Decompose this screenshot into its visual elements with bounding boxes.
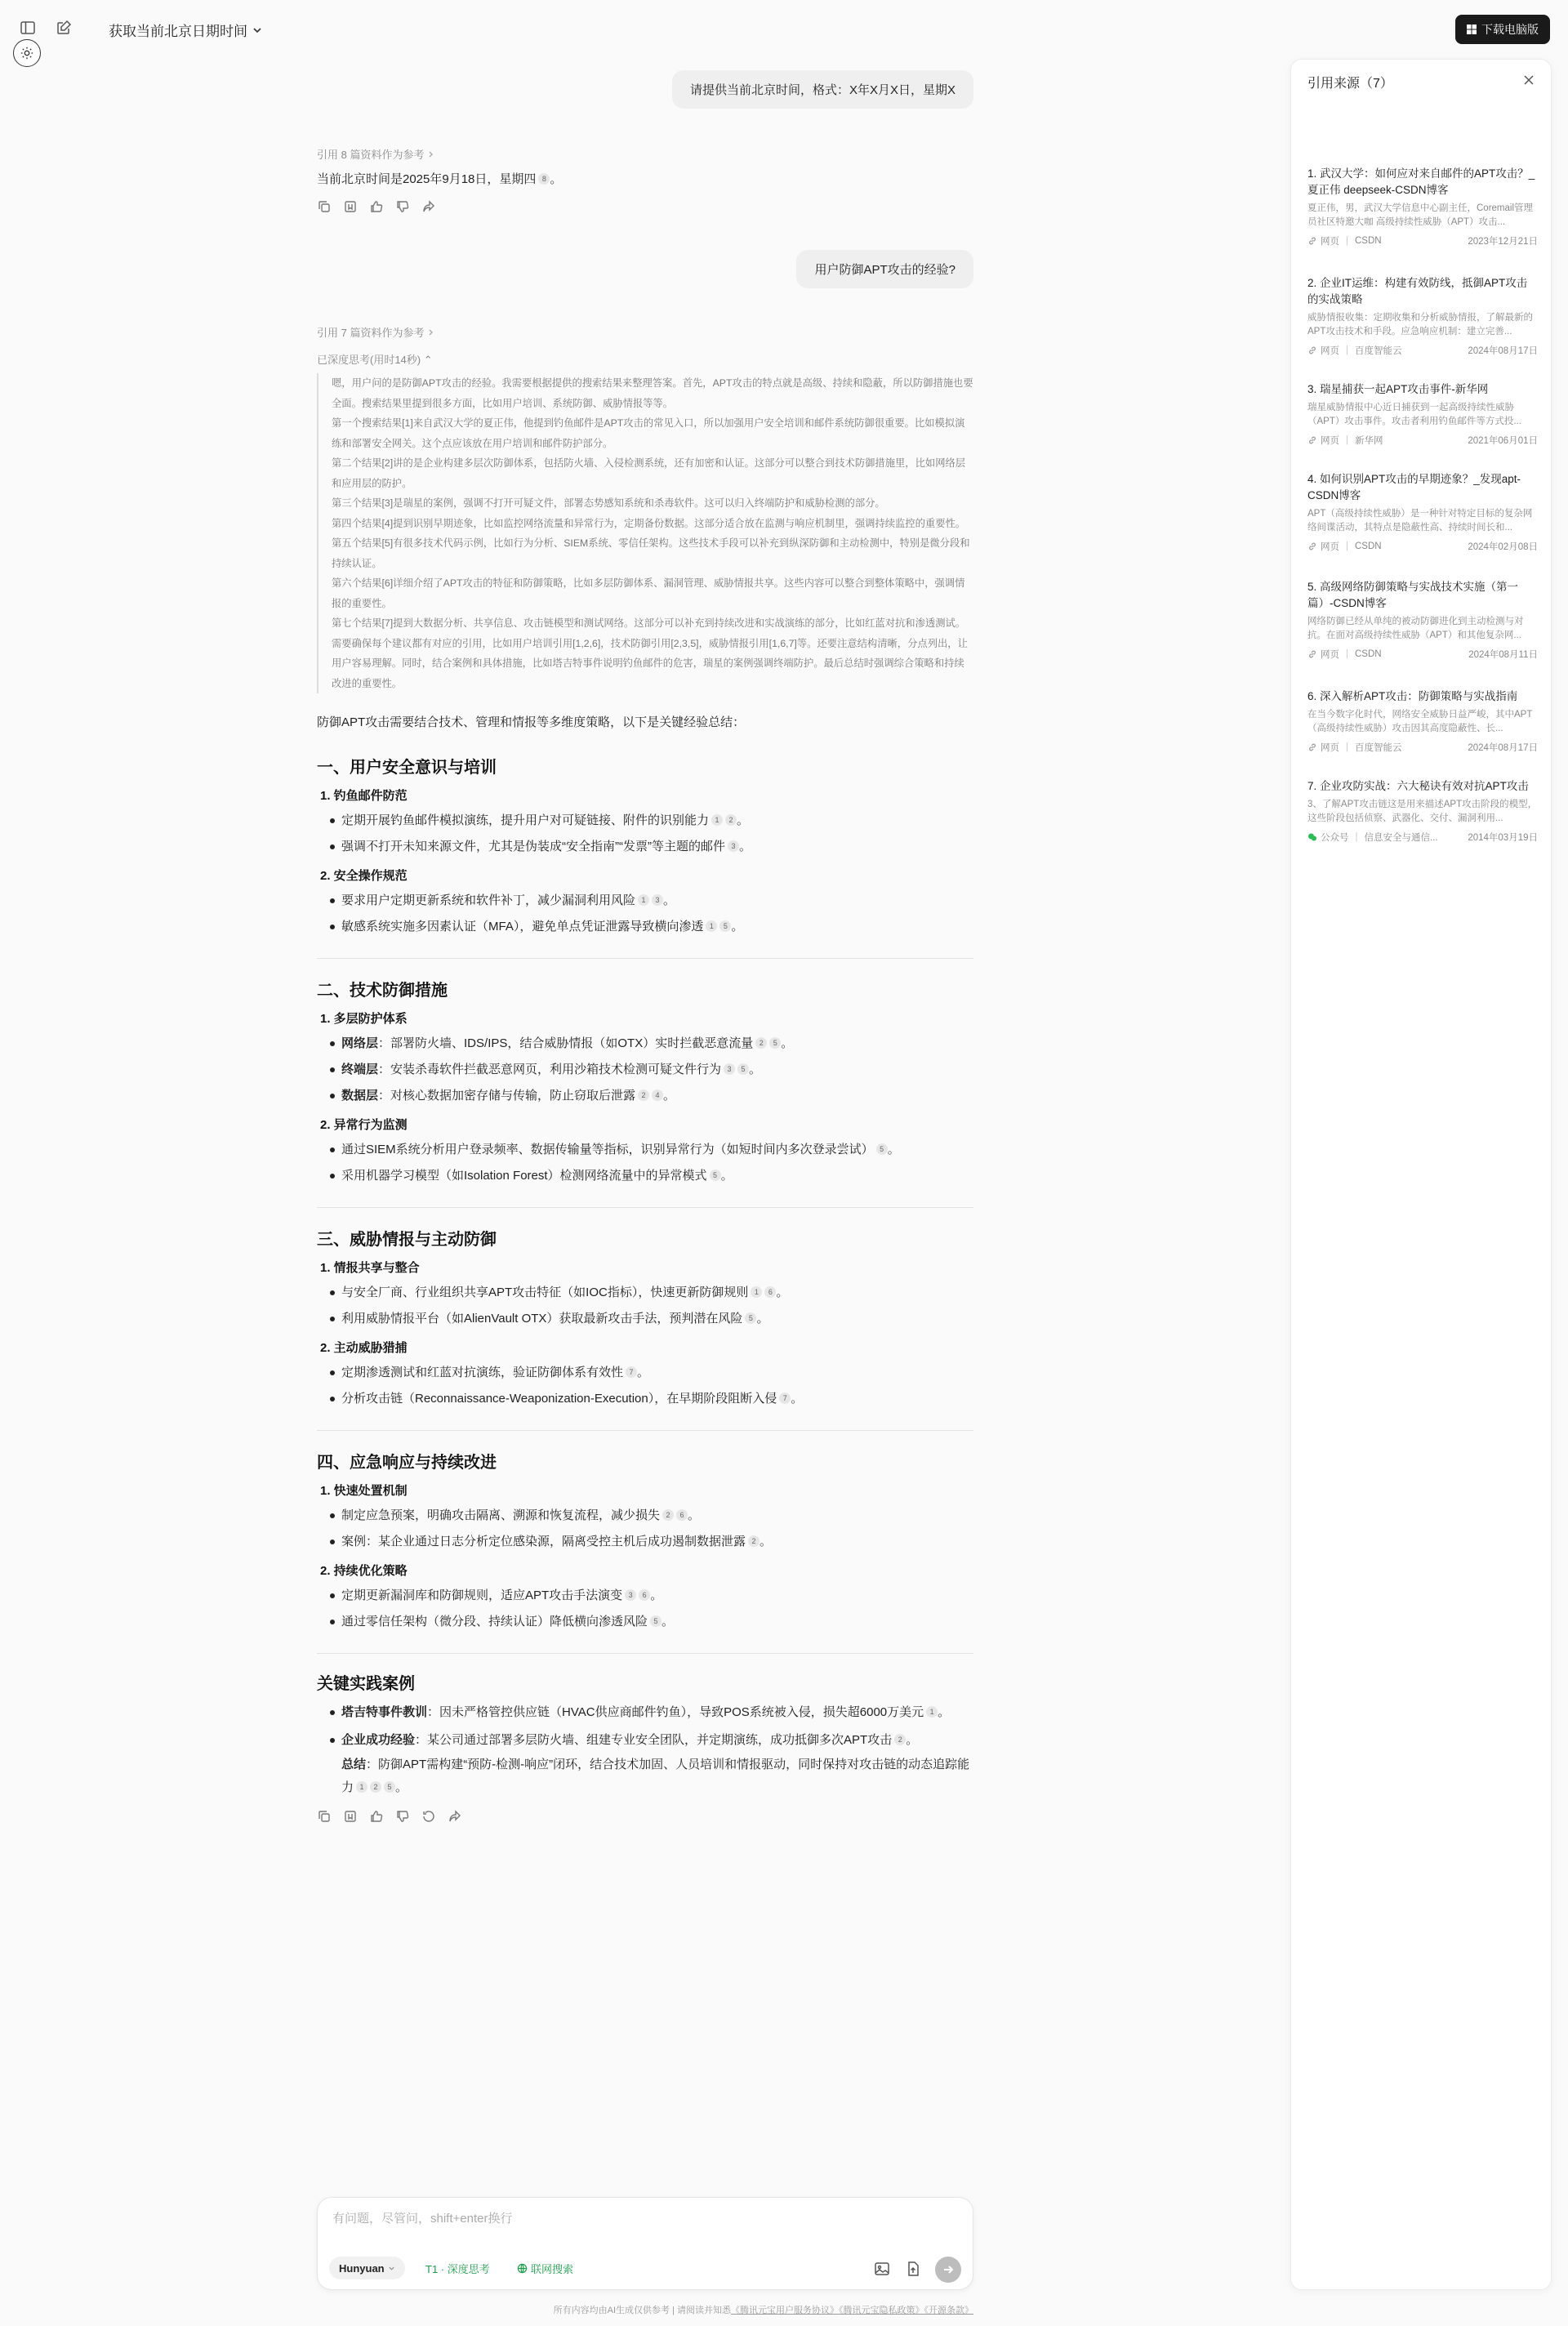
citation-badge[interactable]: 2	[755, 1037, 767, 1049]
citation-badge[interactable]: 2	[894, 1734, 906, 1745]
message-actions	[317, 1809, 973, 1824]
item-text: 定期渗透测试和红蓝对抗演练，验证防御体系有效性	[341, 1366, 624, 1379]
list-item	[341, 1609, 973, 1635]
citation-badge[interactable]: 5	[737, 1063, 749, 1075]
sources-title: 引用来源（7）	[1307, 77, 1393, 91]
source-title: 4. 如何识别APT攻击的早期迹象？_发现apt-CSDN博客	[1307, 473, 1521, 501]
regenerate-icon[interactable]	[421, 1809, 436, 1824]
message-actions	[317, 199, 973, 214]
meta-separator: |	[1346, 345, 1348, 355]
link-icon	[1307, 345, 1317, 355]
bullet-list	[317, 1503, 973, 1555]
thinking-paragraph: 第五个结果[5]有很多技术代码示例，比如行为分析、SIEM系统、零信任架构。这些技术手段可以补充到纵深防御和主动检测中，特别是微分段和持续认证。	[332, 537, 970, 569]
windows-icon	[1467, 25, 1477, 34]
copy-icon[interactable]	[317, 1809, 332, 1824]
source-kind	[1307, 831, 1349, 844]
sentence-end: 。	[791, 1392, 804, 1406]
section-heading: 三、威胁情报与主动防御	[317, 1231, 497, 1249]
chat-input-box	[317, 2197, 973, 2290]
item-text: 定期开展钓鱼邮件模拟演练，提升用户对可疑链接、附件的识别能力	[341, 813, 710, 827]
cases-heading: 关键实践案例	[317, 1675, 415, 1693]
source-meta	[1307, 741, 1538, 754]
bullet-list	[317, 808, 973, 860]
citation-group	[892, 1733, 906, 1747]
sentence-end: 。	[756, 1312, 769, 1326]
source-kind-label: 网页	[1321, 436, 1339, 446]
source-date: 2023年12月21日	[1468, 237, 1538, 247]
privacy-policy-link[interactable]: 《腾讯元宝隐私政策》	[839, 2306, 924, 2315]
source-kind-label: 网页	[1321, 346, 1339, 356]
citation-badge[interactable]: 2	[370, 1781, 381, 1793]
summary-label: 总结	[341, 1758, 367, 1771]
thinking-paragraph: 需要确保每个建议都有对应的引用，比如用户培训引用[1,2,6]，技术防御引用[2,3,5]，威胁情报引用[1,6,7]等。还要注意结构清晰，分点列出，让用户容易理解。同时，结合案例和具体措施，比如塔吉特事件说明钓鱼邮件的危害，瑞星的案例强调终端防护。最后总结时强调综合策略和持续改进的重要性。	[332, 637, 968, 689]
arrow-right-icon	[942, 2263, 955, 2276]
source-site: CSDN	[1355, 541, 1382, 551]
citation-group	[924, 1705, 938, 1719]
source-date: 2021年06月01日	[1468, 436, 1538, 446]
source-title: 6. 深入解析APT攻击：防御策略与实战指南	[1307, 690, 1518, 702]
sentence-end: 。	[887, 1143, 900, 1156]
thinking-paragraph: 嗯，用户问的是防御APT攻击的经验。我需要根据提供的搜索结果来整理答案。首先，APT攻击的特点就是高级、持续和隐蔽，所以防御措施也要全面。搜索结果里提到很多方面，比如用户培训、系统防御、威胁情报等等。	[332, 377, 973, 409]
list-item	[341, 1727, 973, 1799]
section-divider	[317, 958, 973, 959]
source-kind-label: 公众号	[1321, 833, 1349, 843]
chevron-up-icon: ⌃	[423, 354, 433, 366]
source-description: APT（高级持续性威胁）是一种针对特定目标的复杂网络间谍活动，其特点是隐蔽性高、持续时间长和...	[1307, 509, 1533, 532]
meta-separator: |	[1346, 649, 1348, 659]
section-divider	[317, 1430, 973, 1431]
sentence-end: 。	[637, 1366, 650, 1379]
subsection-heading: 1. 多层防护体系	[320, 1012, 408, 1026]
citation-badge[interactable]: 5	[650, 1615, 662, 1627]
section-heading: 四、应急响应与持续改进	[317, 1454, 497, 1472]
source-kind-label: 网页	[1321, 542, 1339, 552]
citation-badge[interactable]: 5	[876, 1143, 888, 1155]
list-item	[341, 1583, 973, 1609]
list-item	[341, 1137, 973, 1163]
citation-badge[interactable]: 5	[769, 1037, 781, 1049]
meta-separator: |	[1346, 435, 1348, 445]
close-icon[interactable]	[1521, 73, 1536, 87]
thinking-paragraph: 第七个结果[7]提到大数据分析、共享信息、攻击链模型和测试网络。这部分可以补充到持续改进和实战演练的部分，比如红蓝对抗和渗透测试。	[332, 617, 966, 629]
source-description: 夏正伟，男，武汉大学信息中心副主任，Coremail管理员社区特邀大咖 高级持续性威胁（APT）攻击...	[1307, 203, 1534, 227]
bullet-list	[317, 1360, 973, 1412]
bullet-list	[317, 1137, 973, 1189]
meta-separator: |	[1346, 541, 1348, 551]
citation-badge[interactable]: 7	[626, 1366, 637, 1378]
thinking-label: 已深度思考(用时14秒)	[317, 354, 421, 366]
thinking-content	[317, 373, 973, 693]
send-button[interactable]	[935, 2257, 961, 2283]
copy-icon[interactable]	[317, 199, 332, 214]
source-item[interactable]	[1307, 166, 1538, 247]
source-item[interactable]	[1307, 579, 1538, 661]
references-toggle[interactable]	[317, 324, 973, 340]
source-title: 2. 企业IT运维：构建有效防线，抵御APT攻击的实战策略	[1307, 277, 1528, 305]
citation-badge[interactable]: 6	[676, 1509, 688, 1521]
download-desktop-button[interactable]	[1455, 15, 1550, 44]
source-title: 7. 企业攻防实战：六大秘诀有效对抗APT攻击	[1307, 780, 1529, 792]
item-text: 利用威胁情报平台（如AlienVault OTX）获取最新攻击手法，预判潜在风险	[341, 1312, 743, 1326]
list-item	[341, 914, 973, 940]
thumbs-down-icon[interactable]	[395, 1809, 410, 1824]
sentence-end: 。	[395, 1780, 408, 1794]
sentence-end: 。	[781, 1036, 794, 1050]
open-source-link[interactable]: 《开源条款》	[924, 2306, 973, 2315]
citation-badge[interactable]: 1	[751, 1286, 762, 1298]
link-icon	[1307, 742, 1317, 752]
sentence-end: 。	[938, 1705, 951, 1719]
item-text: 分析攻击链（Reconnaissance-Weaponization-Execution），在早期阶段阻断入侵	[341, 1392, 777, 1406]
web-search-toggle[interactable]	[507, 2257, 583, 2279]
model-label: Hunyuan	[339, 2261, 385, 2275]
chevron-right-icon	[427, 150, 435, 158]
references-label: 引用 8 篇资料作为参考	[317, 149, 425, 161]
thinking-paragraph: 第三个结果[3]是瑞星的案例，强调不打开可疑文件，部署态势感知系统和杀毒软件。这可以归入终端防护和威胁检测的部分。	[332, 497, 885, 509]
citation-badge[interactable]: 1	[356, 1781, 368, 1793]
source-site: 百度智能云	[1355, 346, 1402, 356]
item-text: 与安全厂商、行业组织共享APT攻击特征（如IOC指标），快速更新防御规则	[341, 1286, 749, 1299]
subsection-heading: 1. 钓鱼邮件防范	[320, 789, 408, 803]
summary-text: ：防御APT需构建“预防-检测-响应”闭环，结合技术加固、人员培训和情报驱动，同时保持对攻击链的动态追踪能力	[341, 1758, 970, 1794]
citation-badge[interactable]: 1	[926, 1706, 938, 1718]
citation-badge[interactable]: 2	[638, 1089, 649, 1101]
citation-badge[interactable]: 5	[745, 1312, 756, 1324]
user-message-bubble: 用户防御APT攻击的经验?	[796, 250, 973, 288]
source-kind	[1307, 648, 1339, 661]
subsection-heading: 1. 快速处置机制	[320, 1484, 408, 1498]
item-text: 敏感系统实施多因素认证（MFA），避免单点凭证泄露导致横向渗透	[341, 920, 704, 934]
sentence-end: 。	[760, 1535, 773, 1548]
source-item[interactable]	[1307, 381, 1538, 447]
subsection-heading: 2. 主动威胁猎捕	[320, 1341, 408, 1355]
assistant-answer	[317, 168, 973, 191]
citation-badge[interactable]: 1	[706, 920, 717, 932]
new-chat-icon[interactable]	[56, 20, 72, 36]
list-item	[341, 1031, 973, 1057]
item-text: 通过SIEM系统分析用户登录频率、数据传输量等指标，识别异常行为（如短时间内多次登录尝试）	[341, 1143, 874, 1156]
deep-think-label: T1 · 深度思考	[425, 2262, 490, 2275]
item-text: 案例：某企业通过日志分析定位感染源，隔离受控主机后成功遏制数据泄露	[341, 1535, 746, 1548]
list-item	[341, 1083, 973, 1109]
source-date: 2024年08月11日	[1468, 650, 1538, 660]
case-text: ：因未严格管控供应链（HVAC供应商邮件钓鱼），导致POS系统被入侵，损失超6000万美元	[427, 1705, 924, 1719]
user-message	[317, 250, 973, 288]
source-kind	[1307, 741, 1339, 754]
source-meta	[1307, 540, 1538, 553]
references-toggle[interactable]	[317, 146, 973, 162]
source-date: 2024年08月17日	[1468, 743, 1538, 753]
references-label: 引用 7 篇资料作为参考	[317, 327, 425, 339]
item-text: 通过零信任架构（微分段、持续认证）降低横向渗透风险	[341, 1615, 648, 1629]
item-text: 制定应急预案，明确攻击隔离、溯源和恢复流程，减少损失	[341, 1508, 661, 1522]
list-item	[341, 1529, 973, 1555]
sentence-end: 。	[731, 920, 744, 934]
source-kind	[1307, 344, 1339, 357]
item-text: 采用机器学习模型（如Isolation Forest）检测网络流量中的异常模式	[341, 1169, 707, 1183]
source-meta	[1307, 344, 1538, 357]
user-message-bubble: 请提供当前北京时间，格式：X年X月X日，星期X	[672, 70, 973, 109]
sentence-end: 。	[663, 1089, 676, 1103]
sentence-end: 。	[776, 1286, 789, 1299]
source-site: 新华网	[1355, 436, 1383, 446]
citation-badge[interactable]: 3	[728, 840, 739, 852]
file-upload-icon[interactable]	[904, 2260, 922, 2278]
source-meta	[1307, 831, 1538, 844]
citation-badge[interactable]: 1	[638, 894, 649, 906]
source-item[interactable]	[1307, 688, 1538, 754]
user-agreement-link[interactable]: 《腾讯元宝用户服务协议》	[731, 2306, 839, 2315]
subsection-heading: 2. 异常行为监测	[320, 1118, 408, 1132]
answer-intro: 防御APT攻击需要结合技术、管理和情报等多维度策略，以下是关键经验总结：	[317, 715, 746, 729]
conversation-title[interactable]	[109, 20, 262, 40]
sentence-end: 。	[737, 813, 750, 827]
link-icon	[1307, 649, 1317, 659]
citation-badge[interactable]: 5	[710, 1170, 721, 1181]
source-site: CSDN	[1355, 236, 1382, 246]
list-item	[341, 1360, 973, 1386]
source-description: 3、了解APT攻击链这是用来描述APT攻击阶段的模型，这些阶段包括侦察、武器化、交付、漏洞利用...	[1307, 800, 1538, 823]
source-site: 百度智能云	[1355, 743, 1402, 753]
item-text: ：部署防火墙、IDS/IPS，结合威胁情报（如OTX）实时拦截恶意流量	[378, 1036, 754, 1050]
list-item	[341, 834, 973, 860]
thinking-paragraph: 第四个结果[4]提到识别早期迹象，比如监控网络流量和异常行为，定期备份数据。这部分适合放在监测与响应机制里，强调持续监控的重要性。	[332, 517, 966, 529]
share-icon[interactable]	[421, 199, 436, 214]
thumbs-down-icon[interactable]	[395, 199, 410, 214]
disclaimer-text: 所有内容均由AI生成仅供参考 | 请阅读并知悉	[553, 2306, 731, 2315]
source-item[interactable]	[1307, 778, 1538, 844]
thumbs-up-icon[interactable]	[369, 199, 384, 214]
source-kind-label: 网页	[1321, 743, 1339, 753]
model-selector[interactable]	[329, 2257, 405, 2279]
item-text: 要求用户定期更新系统和软件补丁，减少漏洞利用风险	[341, 893, 636, 907]
sentence-end: 。	[738, 840, 751, 853]
bullet-list	[317, 1031, 973, 1109]
deep-think-toggle[interactable]	[416, 2257, 500, 2279]
list-item	[341, 1163, 973, 1189]
section-divider	[317, 1207, 973, 1208]
source-meta	[1307, 234, 1538, 247]
citation-badge[interactable]: 3	[625, 1589, 636, 1601]
citation-badge[interactable]: 7	[779, 1392, 791, 1404]
thinking-paragraph: 第六个结果[6]详细介绍了APT攻击的特征和防御策略，比如多层防御体系、漏洞管理、威胁情报共享。这些内容可以整合到整体策略中，强调情报的重要性。	[332, 577, 965, 609]
wechat-icon	[1307, 832, 1317, 842]
item-text: 强调不打开未知来源文件，尤其是伪装成“安全指南”“发票”等主题的邮件	[341, 840, 725, 853]
case-label: 企业成功经验	[341, 1733, 416, 1747]
answer-period: 。	[550, 172, 563, 186]
list-item	[341, 808, 973, 834]
share-icon[interactable]	[448, 1809, 462, 1824]
item-text: ：安装杀毒软件拦截恶意网页，利用沙箱技术检测可疑文件行为	[378, 1063, 722, 1076]
download-label: 下载电脑版	[1481, 23, 1539, 36]
list-item	[341, 1057, 973, 1083]
chat-input[interactable]	[332, 2209, 953, 2242]
source-description: 瑞星威胁情报中心近日捕获到一起高级持续性威胁（APT）攻击事件。攻击者利用钓鱼邮件等方式投...	[1307, 403, 1521, 426]
item-text: 定期更新漏洞库和防御规则，适应APT攻击手法演变	[341, 1589, 623, 1602]
bookmark-icon[interactable]	[343, 1809, 358, 1824]
chevron-down-icon	[388, 2265, 395, 2272]
citation-badge[interactable]: 3	[724, 1063, 735, 1075]
citation-badge[interactable]: 5	[719, 920, 731, 932]
user-message	[317, 70, 973, 109]
item-text: ：对核心数据加密存储与传输，防止窃取后泄露	[378, 1089, 636, 1103]
link-icon	[1307, 435, 1317, 445]
sentence-end: 。	[688, 1508, 701, 1522]
web-search-label: 联网搜索	[531, 2262, 574, 2275]
sentence-end: 。	[650, 1589, 663, 1602]
thinking-toggle[interactable]	[317, 351, 973, 367]
chevron-right-icon	[427, 328, 435, 336]
image-upload-icon[interactable]	[873, 2260, 891, 2278]
link-icon	[1307, 541, 1317, 551]
section-heading: 一、用户安全意识与培训	[317, 759, 497, 777]
source-kind	[1307, 434, 1339, 447]
source-kind-label: 网页	[1321, 650, 1339, 660]
item-label: 网络层	[341, 1036, 379, 1050]
source-date: 2014年03月19日	[1468, 833, 1538, 843]
settings-gear-icon[interactable]	[13, 39, 41, 67]
citation-badge[interactable]: 5	[384, 1781, 395, 1793]
thumbs-up-icon[interactable]	[369, 1809, 384, 1824]
sentence-end: 。	[662, 1615, 675, 1629]
answer-text: 当前北京时间是2025年9月18日，星期四	[317, 172, 537, 186]
list-item	[341, 1280, 973, 1306]
subsection-heading: 2. 安全操作规范	[320, 869, 408, 883]
cases-list	[317, 1700, 973, 1799]
source-title: 1. 武汉大学：如何应对来自邮件的APT攻击？_夏正伟 deepseek-CSDN博客	[1307, 167, 1535, 196]
sidebar-toggle-icon[interactable]	[20, 20, 36, 36]
list-item	[341, 1306, 973, 1332]
citation-badge[interactable]: 3	[652, 894, 663, 906]
source-meta	[1307, 434, 1538, 447]
list-item	[341, 1700, 973, 1726]
source-item[interactable]	[1307, 471, 1538, 553]
answer-sections	[317, 755, 973, 1654]
chevron-down-icon	[252, 25, 262, 35]
source-title: 5. 高级网络防御策略与实战技术实施（第一篇）-CSDN博客	[1307, 581, 1519, 609]
citation-badge[interactable]: 2	[725, 814, 737, 826]
source-kind	[1307, 234, 1339, 247]
source-description: 网络防御已经从单纯的被动防御进化到主动检测与对抗。在面对高级持续性威胁（APT）和其他复杂网...	[1307, 617, 1524, 640]
case-text: ：某公司通过部署多层防火墙、组建专业安全团队，并定期演练，成功抵御多次APT攻击	[415, 1733, 893, 1747]
summary-line	[341, 1753, 973, 1799]
citation-badge[interactable]: 6	[764, 1286, 776, 1298]
bookmark-icon[interactable]	[343, 199, 358, 214]
meta-separator: |	[1346, 236, 1348, 246]
source-item[interactable]	[1307, 275, 1538, 357]
source-site: 信息安全与通信...	[1364, 833, 1438, 843]
chat-thread	[317, 70, 973, 1824]
sentence-end: 。	[749, 1063, 762, 1076]
case-label: 塔吉特事件教训	[341, 1705, 428, 1719]
source-site: CSDN	[1355, 649, 1382, 659]
source-kind	[1307, 540, 1339, 553]
meta-separator: |	[1346, 742, 1348, 752]
source-kind-label: 网页	[1321, 237, 1339, 247]
meta-separator: |	[1355, 832, 1358, 842]
source-title: 3. 瑞星捕获一起APT攻击事件-新华网	[1307, 383, 1489, 395]
section-heading: 二、技术防御措施	[317, 982, 448, 1000]
source-date: 2024年08月17日	[1468, 346, 1538, 356]
section-divider	[317, 1653, 973, 1654]
subsection-heading: 2. 持续优化策略	[320, 1564, 408, 1578]
sources-panel	[1290, 59, 1552, 2290]
citation-badge[interactable]: 2	[662, 1509, 674, 1521]
conversation-title-text: 获取当前北京日期时间	[109, 24, 247, 39]
globe-icon	[517, 2263, 528, 2274]
source-description: 威胁情报收集：定期收集和分析威胁情报，了解最新的APT攻击技术和手段。应急响应机制：建立完善...	[1307, 313, 1533, 336]
citation-badge[interactable]: 8	[538, 173, 550, 185]
source-description: 在当今数字化时代，网络安全威胁日益严峻，其中APT（高级持续性威胁）攻击因其高度隐蔽性、长...	[1307, 710, 1533, 733]
citation-badge[interactable]: 1	[711, 814, 723, 826]
source-meta	[1307, 648, 1538, 661]
item-label: 数据层	[341, 1089, 379, 1103]
list-item	[341, 1503, 973, 1529]
link-icon	[1307, 236, 1317, 246]
list-item	[341, 888, 973, 914]
sentence-end: 。	[720, 1169, 733, 1183]
thinking-paragraph: 第一个搜索结果[1]来自武汉大学的夏正伟，他提到钓鱼邮件是APT攻击的常见入口，所以加强用户安全培训和邮件系统防御很重要。比如模拟演练和部署安全网关。这个点应该放在用户培训和邮件防护部分。	[332, 417, 965, 449]
bullet-list	[317, 1280, 973, 1332]
source-date: 2024年02月08日	[1468, 542, 1538, 552]
bullet-list	[317, 888, 973, 940]
list-item	[341, 1386, 973, 1412]
footer-disclaimer	[317, 2303, 973, 2316]
subsection-heading: 1. 情报共享与整合	[320, 1261, 420, 1275]
citation-group	[354, 1780, 395, 1794]
sentence-end: 。	[663, 893, 676, 907]
citation-badge[interactable]: 6	[639, 1589, 650, 1601]
citation-badge[interactable]: 4	[652, 1089, 663, 1101]
citation-badge[interactable]: 2	[748, 1535, 760, 1547]
thinking-paragraph: 第二个结果[2]讲的是企业构建多层次防御体系，包括防火墙、入侵检测系统，还有加密和认证。这部分可以整合到技术防御措施里，比如网络层和应用层的防护。	[332, 457, 966, 489]
sentence-end: 。	[906, 1733, 919, 1747]
bullet-list	[317, 1583, 973, 1635]
item-label: 终端层	[341, 1063, 379, 1076]
